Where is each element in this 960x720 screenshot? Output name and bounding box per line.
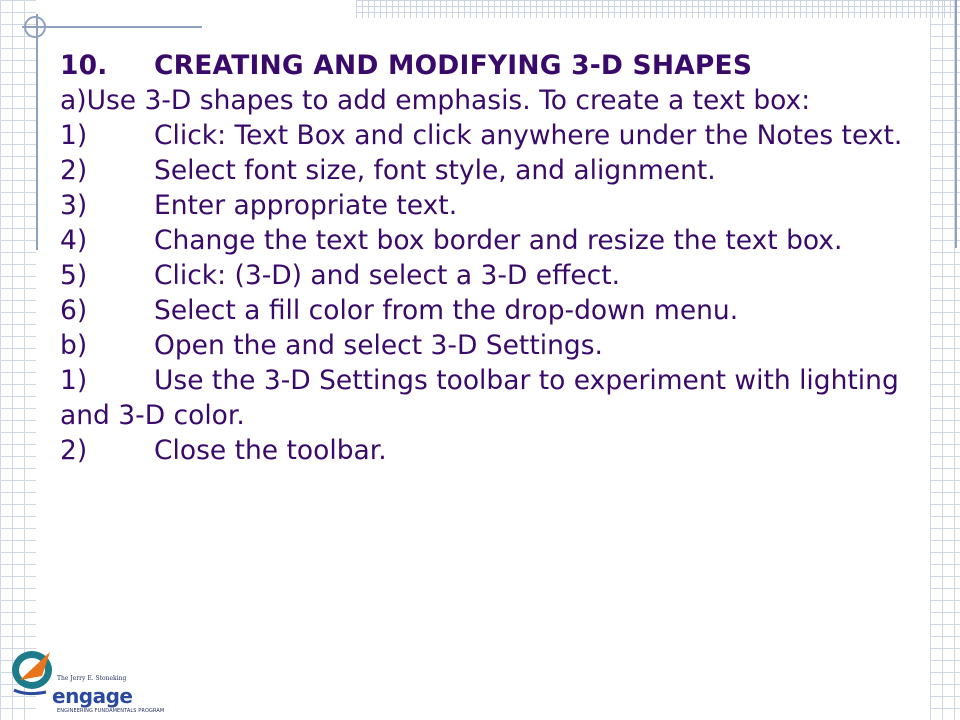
list-item — [60, 83, 920, 118]
decorative-rule-left — [36, 14, 38, 250]
list-item-number: 6) — [60, 295, 88, 326]
list-item — [60, 433, 920, 468]
logo-wordmark: engage — [52, 684, 133, 708]
list-item — [60, 118, 920, 153]
slide-body — [60, 48, 920, 468]
list-item — [60, 188, 920, 223]
list-item-number: b) — [60, 330, 88, 361]
list-item-text: a)Use 3-D shapes to add emphasis. To create a text box: — [60, 85, 811, 116]
list-item-number: 3) — [60, 190, 88, 221]
list-item-number: 2) — [60, 435, 88, 466]
list-item-number: 4) — [60, 225, 88, 256]
list-item-number: 2) — [60, 155, 88, 186]
list-item-text: Click: (3-D) and select a 3-D effect. — [154, 260, 621, 291]
list-item — [60, 153, 920, 188]
list-item-number: 5) — [60, 260, 88, 291]
list-item-text: Click: Text Box and click anywhere under the Notes text. — [154, 120, 903, 151]
list-item-number: 1) — [60, 120, 88, 151]
list-item-number: 1) — [60, 365, 88, 396]
list-item — [60, 363, 920, 433]
list-item — [60, 258, 920, 293]
logo-caption: The Jerry E. Stoneking — [57, 675, 127, 682]
background-grid-left — [0, 0, 36, 720]
list-item-text: Change the text box border and resize the text box. — [154, 225, 843, 256]
list-item-text: Use the 3-D Settings toolbar to experiment with lighting and 3-D color. — [60, 365, 899, 431]
heading-number: 10. — [60, 50, 108, 81]
logo-swoosh — [14, 690, 46, 694]
slide-heading — [60, 48, 920, 83]
background-grid-top — [356, 0, 960, 18]
list-item — [60, 293, 920, 328]
list-item-text: Open the and select 3-D Settings. — [154, 330, 603, 361]
heading-text: CREATING AND MODIFYING 3-D SHAPES — [154, 50, 753, 81]
list-item-text: Enter appropriate text. — [154, 190, 458, 221]
decorative-rule-right — [955, 0, 957, 248]
list-item-text: Close the toolbar. — [154, 435, 387, 466]
corner-circle-ornament — [24, 16, 46, 38]
list-item-text: Select a fill color from the drop-down menu. — [154, 295, 739, 326]
list-item-text: Select font size, font style, and alignment. — [154, 155, 716, 186]
list-item — [60, 223, 920, 258]
logo-tagline: ENGINEERING FUNDAMENTALS PROGRAM — [57, 708, 165, 714]
list-item — [60, 328, 920, 363]
decorative-rule-top — [22, 26, 202, 28]
